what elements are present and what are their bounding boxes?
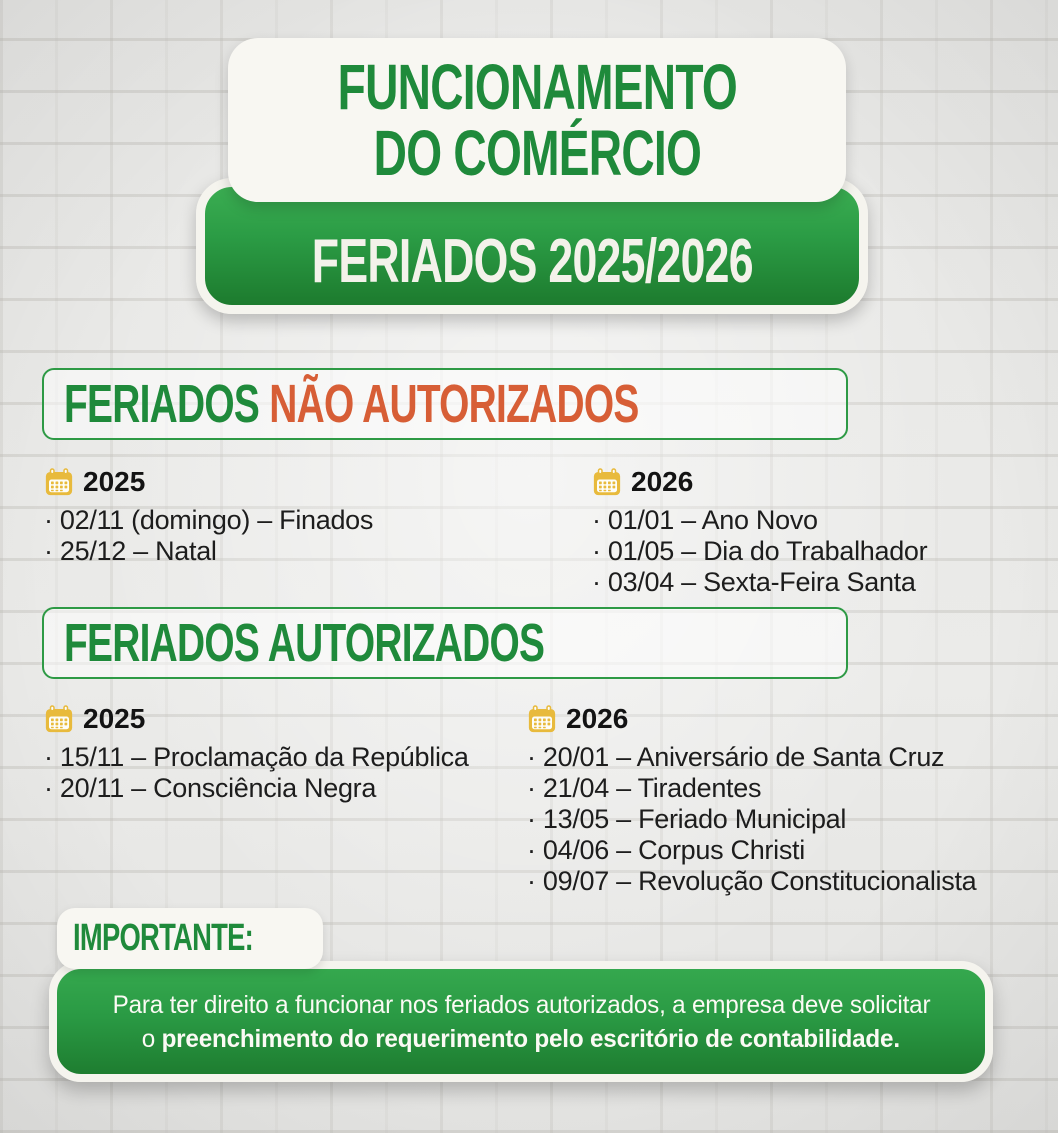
not-authorized-2026-column	[592, 466, 927, 598]
year-heading	[527, 703, 976, 735]
page-title-line-2: DO COMÉRCIO	[373, 117, 701, 189]
list-item: · 01/01 – Ano Novo	[592, 505, 818, 535]
list-item: · 09/07 – Revolução Constitucionalista	[527, 866, 977, 896]
title-card	[228, 38, 846, 202]
year-heading	[44, 703, 469, 735]
not-authorized-2025-column	[44, 466, 373, 567]
year-label: 2026	[566, 703, 629, 734]
list-item: · 21/04 – Tiradentes	[527, 773, 762, 803]
important-label-tab	[57, 908, 323, 969]
authorized-2026-column	[527, 703, 976, 897]
year-label: 2025	[83, 466, 146, 497]
section-title: FERIADOS AUTORIZADOS	[64, 613, 545, 673]
authorized-2025-column	[44, 703, 469, 804]
year-heading	[592, 466, 927, 498]
list-item: · 20/01 – Aniversário de Santa Cruz	[527, 742, 945, 772]
list-item: · 03/04 – Sexta-Feira Santa	[592, 567, 916, 597]
important-text-line-1: Para ter direito a funcionar nos feriados autorizados, a empresa deve solicitar	[112, 990, 930, 1019]
section-header-authorized	[42, 607, 848, 679]
section-header-not-authorized	[42, 368, 848, 440]
list-item: · 15/11 – Proclamação da República	[44, 742, 469, 772]
list-item: · 20/11 – Consciência Negra	[44, 773, 377, 803]
year-label: 2025	[83, 703, 146, 734]
calendar-icon	[592, 467, 622, 497]
list-item: · 25/12 – Natal	[44, 536, 217, 566]
list-item: · 13/05 – Feriado Municipal	[527, 804, 847, 834]
year-label: 2026	[631, 466, 694, 497]
important-text-line-2: o preenchimento do requerimento pelo escritório de contabilidade.	[141, 1024, 901, 1053]
important-note-box	[49, 961, 993, 1082]
calendar-icon	[44, 467, 74, 497]
calendar-icon	[527, 704, 557, 734]
page-title-line-1: FUNCIONAMENTO	[337, 51, 737, 123]
list-item: · 01/05 – Dia do Trabalhador	[592, 536, 928, 566]
list-item: · 04/06 – Corpus Christi	[527, 835, 805, 865]
section-title: FERIADOS NÃO AUTORIZADOS	[64, 374, 639, 434]
important-label: IMPORTANTE:	[73, 917, 254, 959]
list-item: · 02/11 (domingo) – Finados	[44, 505, 374, 535]
year-heading	[44, 466, 373, 498]
banner-text: FERIADOS 2025/2026	[311, 226, 753, 296]
calendar-icon	[44, 704, 74, 734]
